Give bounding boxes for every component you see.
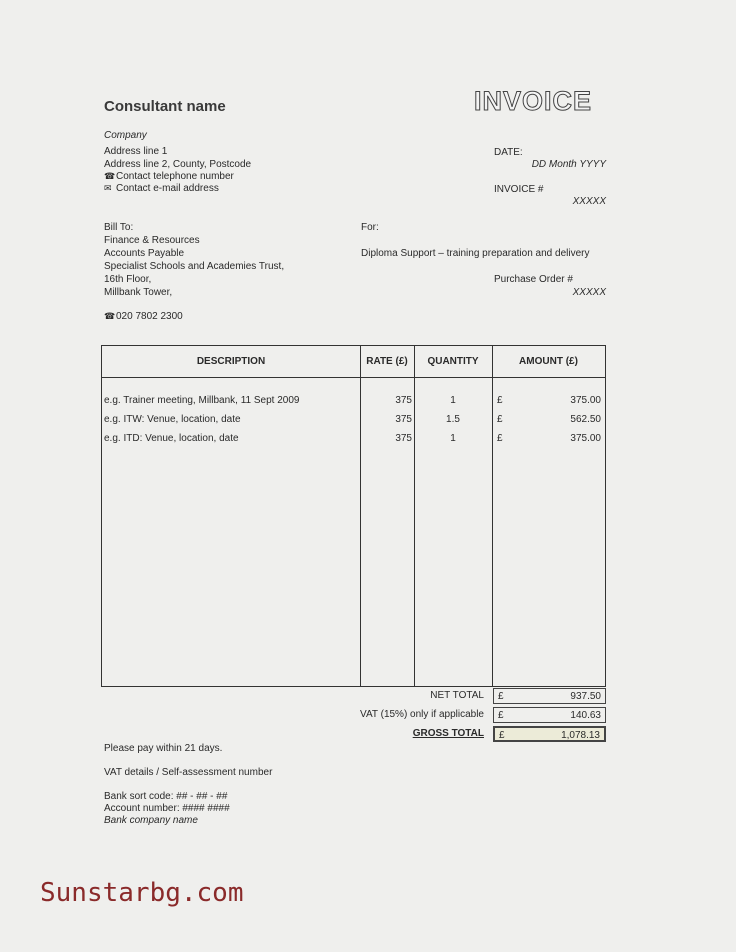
header-description: DESCRIPTION — [196, 356, 266, 367]
bank-company-name: Bank company name — [104, 815, 198, 826]
bill-to-label: Bill To: — [104, 222, 134, 233]
row-rate: 375 — [395, 433, 412, 444]
contact-email-text: Contact e-mail address — [116, 183, 219, 194]
vat-box — [493, 707, 606, 723]
header-quantity: QUANTITY — [427, 356, 479, 367]
bill-to-line: Accounts Payable — [104, 248, 185, 259]
bill-to-line: Millbank Tower, — [104, 287, 173, 298]
date-label: DATE: — [494, 147, 523, 158]
contact-phone-text: Contact telephone number — [116, 171, 234, 182]
bill-to-line: Finance & Resources — [104, 235, 200, 246]
vat-details: VAT details / Self-assessment number — [104, 767, 273, 778]
date-value: DD Month YYYY — [531, 159, 606, 170]
contact-phone — [104, 171, 234, 182]
invoice-number-value: XXXXX — [572, 196, 606, 207]
row-description: e.g. ITW: Venue, location, date — [104, 414, 241, 425]
gross-total-label: GROSS TOTAL — [412, 728, 484, 739]
consultant-name: Consultant name — [104, 98, 226, 115]
company-name: Company — [104, 130, 147, 141]
net-total-currency: £ — [498, 691, 504, 702]
row-quantity: 1.5 — [446, 414, 460, 425]
vat-label: VAT (15%) only if applicable — [360, 709, 484, 720]
gross-total-value: 1,078.13 — [561, 730, 600, 741]
purchase-order-label: Purchase Order # — [494, 274, 573, 285]
address-line-2: Address line 2, County, Postcode — [104, 159, 252, 170]
bill-to-phone — [104, 311, 183, 322]
payment-terms: Please pay within 21 days. — [104, 743, 223, 754]
bank-sort-code: Bank sort code: ## - ## - ## — [104, 791, 228, 802]
account-number: Account number: #### #### — [104, 803, 230, 814]
row-amount: 562.50 — [570, 414, 601, 425]
row-description: e.g. ITD: Venue, location, date — [104, 433, 239, 444]
net-total-label: NET TOTAL — [430, 690, 484, 701]
row-currency: £ — [497, 433, 503, 444]
net-total-box — [493, 688, 606, 704]
bill-to-line: 16th Floor, — [104, 274, 152, 285]
header-amount: AMOUNT (£) — [519, 356, 578, 367]
row-amount: 375.00 — [570, 433, 601, 444]
row-amount: 375.00 — [570, 395, 601, 406]
watermark: Sunstarbg.com — [40, 878, 244, 908]
for-description: Diploma Support – training preparation and delivery — [361, 248, 590, 259]
bill-to-phone-text: 020 7802 2300 — [116, 311, 183, 322]
purchase-order-value: XXXXX — [572, 287, 606, 298]
line-items-table — [101, 345, 606, 687]
header-rate: RATE (£) — [366, 356, 408, 367]
row-description: e.g. Trainer meeting, Millbank, 11 Sept 2009 — [104, 395, 300, 406]
row-currency: £ — [497, 414, 503, 425]
for-label: For: — [361, 222, 379, 233]
net-total-value: 937.50 — [570, 691, 601, 702]
row-quantity: 1 — [450, 395, 456, 406]
contact-email — [104, 183, 219, 194]
table-header-divider — [102, 377, 605, 378]
bill-to-line: Specialist Schools and Academies Trust, — [104, 261, 285, 272]
invoice-title: INVOICE — [474, 86, 593, 116]
phone-icon: ☎ — [104, 171, 116, 181]
row-rate: 375 — [395, 395, 412, 406]
phone-icon: ☎ — [104, 311, 116, 321]
gross-total-box — [493, 726, 606, 742]
vat-value: 140.63 — [570, 710, 601, 721]
row-quantity: 1 — [450, 433, 456, 444]
row-currency: £ — [497, 395, 503, 406]
envelope-icon: ✉ — [104, 183, 112, 193]
row-rate: 375 — [395, 414, 412, 425]
gross-total-currency: £ — [499, 730, 505, 741]
vat-currency: £ — [498, 710, 504, 721]
invoice-number-label: INVOICE # — [494, 184, 544, 195]
address-line-1: Address line 1 — [104, 146, 168, 157]
